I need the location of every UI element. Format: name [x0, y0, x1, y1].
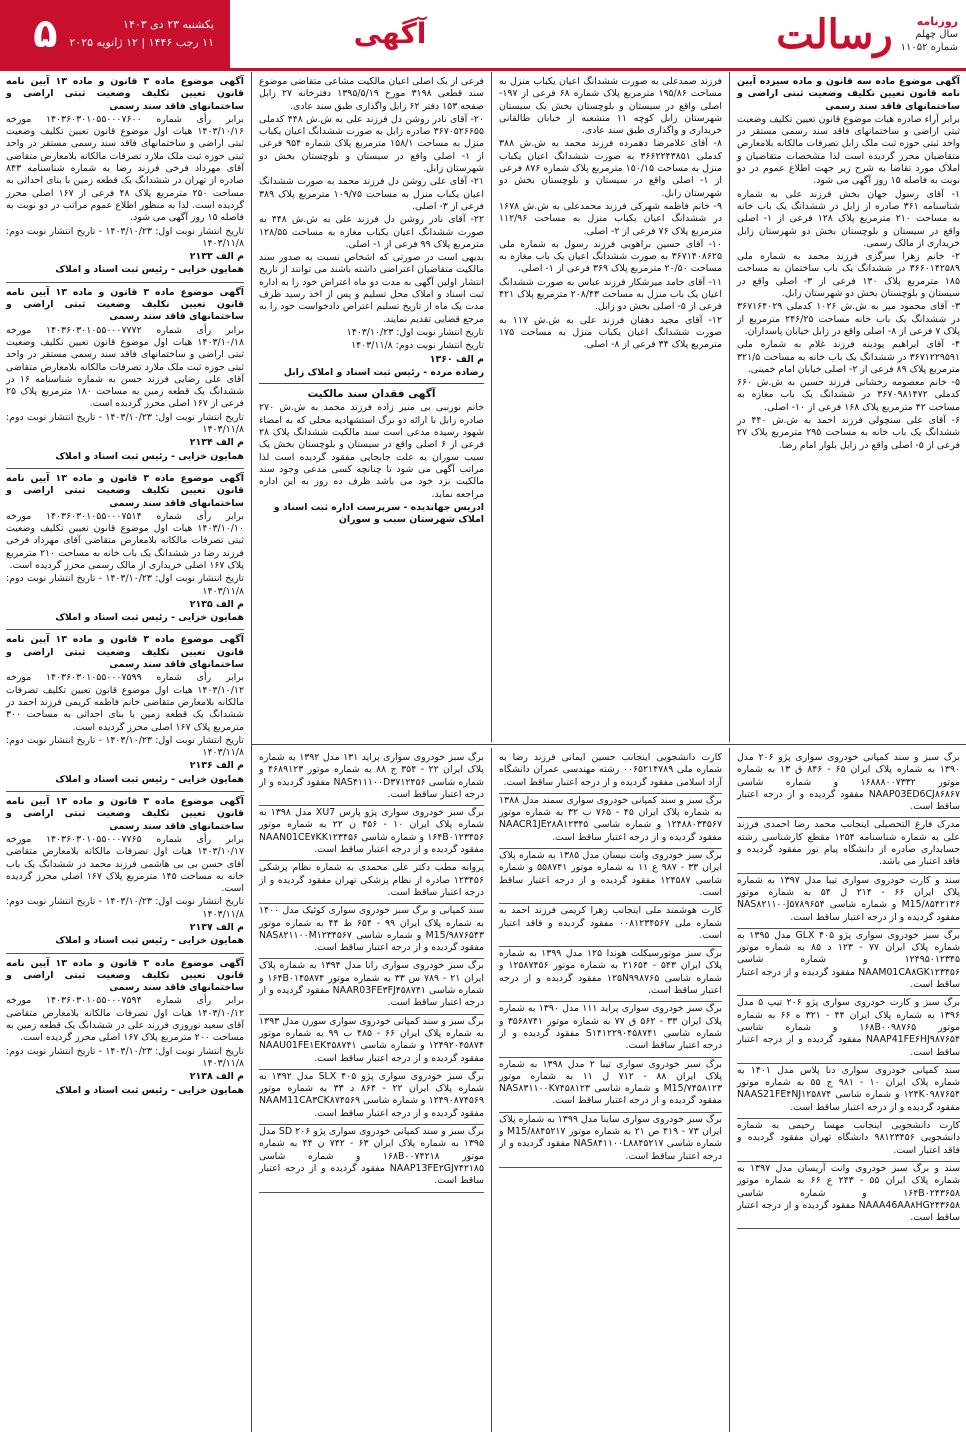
signature: رضاده مرده - رئیس ثبت اسناد و املاک زابل	[283, 366, 484, 378]
notice-item: فرزند صمدعلی به صورت ششدانگ اعیان یکباب منزل به مساحت ۱۹۵/۸۶ مترمربع پلاک شماره ۶۸ فرعی از ۱۹۷- اصلی واقع در سیستان و بلوچستان بخش یک سیستان شهرستان زابل کوچه ۱۱ منشعبه از خیابان طالقانی خریداری و واگذاری طبق سند عادی.	[499, 76, 723, 137]
column-divider	[491, 748, 492, 1432]
ad-code: م الف ۲۱۳۳	[189, 251, 244, 263]
notice-item: ۲- خانم زهرا سرگزی فرزند محمد به شماره ملی ۳۶۶۰۱۴۲۵۸۹ در ششدانگ یک باب ساختمان به مساحت ۱۸۵ مترمربع پلاک ۱۳۰ فرعی از ۳- اصلی واقع در سیستان و بلوچستان بخش دو شهرستان زابل.	[737, 251, 960, 300]
classified-ad: برگ سبز خودروی سواری پژو ۴۰۵ SLX مدل ۱۳۹۲ به شماره پلاک ایران ۲۲ - ۸۶۴ د ۳۳ به شماره موتور ۱۲۴۹۰۸۷۴۵۶۹ و شماره شاسی NAAM11CA۳CK۸۷۴۵۶۹ مفقود گردیده و از درجه اعتبار ساقط است.	[259, 1071, 484, 1125]
notice-block	[6, 958, 244, 1097]
notice-item: ۲۲- آقای نادر روشن دل فرزند علی به ش.ش ۴۴۸ به صورت ششدانگ اعیان یکباب مغازه به مساحت ۱۲۸/۵۵ مترمربع پلاک ۹۹ فرعی از ۱- اصلی.	[259, 214, 484, 250]
ad-code: م الف ۲۱۳۶	[189, 760, 244, 772]
notice-dates: تاریخ انتشار نوبت اول: ۱۴۰۳/۱۰/۲۳ - تاریخ انتشار نوبت دوم: ۱۴۰۳/۱۱/۸	[6, 573, 244, 597]
section-divider	[252, 744, 966, 745]
classified-ad: سند و برگ سبز خودروی وانت آریسان مدل ۱۳۹۷ به شماره پلاک ایران ۵۵ - ۲۴۳ ع ۶۶ به شماره موتور ۱۶۴B۰۲۴۳۶۵۸ و شماره شاسی NAAA46AA۸HG۲۴۳۶۵۸ مفقود گردیده و از درجه اعتبار ساقط است.	[737, 1163, 960, 1229]
notice-item: ۳- آقای محمود میر به ش.ش ۱۰۲۶ کدملی ۳۶۷۱۶۴۰۲۹ در ششدانگ یک باب خانه مساحت ۲۴۶/۲۵ مترمربع از پلاک ۷ فرعی از ۸- اصلی واقع در زابل خیابان پاسداران.	[737, 301, 960, 337]
classified-ad: برگ سبز خودروی سواری رانا مدل ۱۳۹۴ به شماره پلاک ایران ۲۱ - ۷۸۹ س ۳۳ به شماره موتور ۱۶۴B۰۱۴۵۸۷۴ و شماره شاسی NAAR03FE۳FJ۴۵۸۷۴۱ مفقود گردیده و از درجه اعتبار ساقط است.	[259, 960, 484, 1014]
notice-dates: تاریخ انتشار نوبت اول: ۱۴۰۳/۱۰/۲۳ - تاریخ انتشار نوبت دوم: ۱۴۰۳/۱۱/۸	[6, 734, 244, 759]
classified-ad: سند کمپانی و برگ سبز خودروی سواری کوئیک مدل ۱۴۰۰ به شماره پلاک ایران ۹۹ - ۶۵۴ ط ۴۴ به شماره موتور M15/۹۸۷۶۵۴۳ و شماره شاسی NAS۸۲۱۱۰۰M۱۲۳۴۵۶۷ مفقود گردیده و از درجه اعتبار ساقط است.	[259, 905, 484, 959]
signature: همایون خزایی - رئیس ثبت اسناد و املاک	[55, 450, 244, 462]
lost-deed-signature: ادریس جهانديده - سرپرست اداره ثبت اسناد و املاک شهرستان سیب و سوران	[273, 501, 484, 526]
ad-code: م الف ۲۱۳۴	[189, 437, 244, 449]
ad-code: م الف ۲۱۳۷	[189, 922, 244, 933]
classified-ad: برگ سبز خودروی سواری پراید ۱۱۱ مدل ۱۳۹۰ به شماره پلاک ایران ۳۳ - ۵۶۲ ق ۷۷ به شماره موتور ۳۵۶۸۷۴۱ و شماره شاسی S۱۴۱۲۲۹۰۴۵۸۷۴۱ مفقود گردیده و از درجه اعتبار ساقط است.	[499, 1003, 722, 1057]
notice-item: فرعی از یک اصلی اعیان مالکیت مشاعی متقاضی موضوع سند قطعی ۳۱۹۸ مورخ ۱۳۹۵/۵/۱۹ دفترخانه ۲۷ زابل صفحه ۱۵۳ دفتر ۶۲ زابل واگذاری طبق سند عادی.	[259, 76, 485, 112]
classified-ad: برگ سبز و سند کمپانی خودروی سواری سورن مدل ۱۳۹۳ به شماره پلاک ایران ۶۶ - ۴۸۵ ب ۹۹ به شماره موتور ۱۲۴۹۲۰۴۵۸۷۴ و شماره شاسی NAAU01FE۱EK۴۵۸۷۴۱ مفقود گردیده و از درجه اعتبار ساقط است.	[259, 1016, 484, 1070]
notice-block	[6, 473, 244, 631]
notice-item: ۸- آقای غلامرضا دهمرده فرزند محمد به ش.ش ۳۸۸ کدملی ۳۶۶۲۲۴۳۸۵۱ به صورت ششدانگ اعیان یکباب منزل به مساحت ۱۵۰/۱۵ مترمربع پلاک شماره ۸۷۶ فرعی از ۱- اصلی واقع در سیستان و بلوچستان بخش دو شهرستان زابل.	[499, 138, 723, 199]
notice-title: آگهی موضوع ماده ۳ قانون و ماده ۱۳ آیین نامه قانون تعیین تکلیف وضعیت ثبتی اراضی و ساختمانهای فاقد سند رسمی	[6, 76, 245, 112]
classified-ad: برگ سبز خودروی سواری پراید ۱۳۱ مدل ۱۳۹۲ به شماره پلاک ایران ۲۲ - ۳۵۴ ج ۸۸ به شماره موتور ۴۶۸۹۱۲۳ و شماره شاسی NAS۴۱۱۱۰۰D۳۷۱۲۴۵۶ مفقود گردیده و از درجه اعتبار ساقط است.	[259, 752, 484, 806]
column-divider	[729, 748, 730, 1432]
page-header	[0, 0, 966, 71]
classified-ad: کارت هوشمند ملی اینجانب زهرا کریمی فرزند احمد به شماره ملی ۰۰۸۱۲۳۴۵۶۷ مفقود گردیده و فاقد اعتبار است.	[499, 905, 722, 947]
notice-item: ۱۰- آقای حسین براهویی فرزند رسول به شماره ملی ۳۶۷۱۴۰۸۶۲۵ به صورت ششدانگ اعیان یک باب مغازه به مساحت ۲۰/۵۰ مترمربع پلاک ۳۶۹ فرعی از ۱- اصلی.	[499, 238, 722, 275]
classified-ad: برگ سبز و سند کمپانی خودروی سواری پژو ۲۰۶ SD مدل ۱۳۹۵ به شماره پلاک ایران ۶۳ - ۷۴۲ ن ۴۴ به شماره موتور ۱۶۸B۰۰۷۴۲۱۸ و شماره شاسی NAAP13FE۲GJ۷۴۲۱۸۵ مفقود گردیده و از درجه اعتبار ساقط است.	[259, 1126, 484, 1192]
classified-ad: برگ سبز و کارت خودروی سواری پژو ۲۰۶ تیپ ۵ مدل ۱۳۹۶ به شماره پلاک ایران ۴۴ - ۳۲۱ ه ۶۶ به شماره موتور ۱۶۸B۰۰۹۸۷۶۵ و شماره شاسی NAAP41FE۶HJ۹۸۷۶۵۴ مفقود گردیده و از درجه اعتبار ساقط است.	[737, 997, 960, 1063]
classifieds-column-2	[493, 748, 728, 1432]
column-left-top	[253, 72, 490, 742]
newspaper-logo: رسالت	[776, 10, 893, 58]
classified-ad: کارت دانشجویی اینجانب حسین ایمانی فرزند رضا به شماره ملی ۰۰۶۵۲۱۴۷۸۹ رشته مهندسی عمران دانشگاه آزاد اسلامی مفقود گردیده و از درجه اعتبار ساقط است.	[499, 752, 722, 794]
signature: همایون خزایی - رئیس ثبت اسناد و املاک	[55, 264, 244, 276]
dates	[69, 16, 214, 52]
lost-deed-box	[259, 383, 484, 526]
ad-code: م الف ۱۳۶۰	[429, 353, 484, 365]
notice-dates: تاریخ انتشار نوبت اول: ۱۴۰۳/۱۰/۲۳ - تاریخ انتشار نوبت دوم: ۱۴۰۳/۱۱/۸	[6, 896, 244, 920]
lost-deed-text: خانم نورنبی بی منیر زاده فرزند محمد به ش.ش ۲۷۰ صادره زابل با ارائه دو برگ استشهادیه محلی که به امضاء شهود رسیده مدعی است سند مالکیت ششدانگ پلاک ۲۸ فرعی از ۶ اصلی واقع در سیستان و بلوچستان بخش یک سیب سوران به علت جابجایی مفقود گردیده است لذا مراتب آگهی می شود تا چنانچه کسی مدعی وجود سند مالکیت نزد خود می باشد ظرف ده روز به این اداره مراجعه نماید.	[259, 402, 484, 500]
notice-item: ۱- آقای رسول جهان بخش فرزند علی به شماره شناسنامه ۳۶۱ صادره از زابل در ششدانگ یک باب خانه به مساحت ۲۱۰ مترمربع پلاک ۱۲۸ فرعی از ۱- اصلی واقع در سیستان و بلوچستان بخش دو شهرستان زابل خریداری از مالک رسمی.	[737, 188, 961, 249]
classified-ad: برگ سبز و سند کمپانی خودروی سواری پژو ۲۰۶ مدل ۱۳۹۰ به شماره پلاک ایران ۶۵ - ۸۴۶ ق ۱۳ به شماره موتور ۱۶۸۸۸۰۰۷۳۳۲ و شماره شاسی NAAP03ED6CJ۸۶۸۶۷ مفقود گردیده و از درجه اعتبار ساقط است.	[737, 752, 960, 818]
notice-dates: تاریخ انتشار نوبت اول: ۱۴۰۳/۱۰/۲۳ - تاریخ انتشار نوبت دوم: ۱۴۰۳/۱۱/۸	[6, 411, 244, 436]
volume-line: سال چهلم	[915, 28, 958, 40]
page-number: ۵	[33, 11, 58, 57]
notice-block	[6, 287, 244, 469]
date-lunar-gregorian: ۱۱ رجب ۱۴۴۶ | ۱۲ ژانویه ۲۰۲۵	[69, 36, 214, 49]
notice-block	[6, 796, 244, 954]
classified-ad: برگ سبز خودروی سواری ساینا مدل ۱۳۹۹ به شماره پلاک ایران ۷۳ - ۴۱۹ ص ۲۱ به شماره موتور M15/۸۸۴۵۲۱۷ و شماره شاسی NAS۸۴۱۱۰۰L۸۸۴۵۲۱۷ مفقود گردیده و از درجه اعتبار ساقط است.	[499, 1114, 722, 1168]
masthead-meta	[901, 15, 958, 54]
signature: همایون خزایی - رئیس ثبت اسناد و املاک	[55, 773, 244, 785]
signature: همایون خزایی - رئیس ثبت اسناد و املاک	[55, 935, 244, 947]
ad-code: م الف ۲۱۳۸	[189, 1071, 244, 1083]
classified-ad: برگ سبز خودروی سواری پژو ۴۰۵ GLX مدل ۱۳۹۵ به شماره پلاک ایران ۷۷ - ۱۲۳ د ۸۵ به شماره موتور ۱۲۴۹۵۰۱۲۳۴۵ و شماره شاسی NAAM01CA۸GK۱۲۳۴۵۶ مفقود گردیده و از درجه اعتبار ساقط است.	[737, 930, 960, 996]
publish-date-2: تاریخ انتشار نوبت دوم: ۱۴۰۳/۱۱/۸	[351, 340, 484, 352]
notice-title: آگهی موضوع ماده ۳ قانون و ماده ۱۳ آیین نامه قانون تعیین تکلیف وضعیت ثبتی اراضی و ساختمانهای فاقد سند رسمی	[6, 472, 245, 509]
notice-dates: تاریخ انتشار نوبت اول: ۱۴۰۳/۱۰/۲۳ - تاریخ انتشار نوبت دوم: ۱۴۰۳/۱۱/۸	[6, 1045, 244, 1069]
notice-text: برابر رأی شماره ۱۴۰۳۶۰۳۰۱۰۵۵۰۰۰۷۶۰۰ مورخه ۱۴۰۳/۱۰/۱۶ هیات اول موضوع قانون تعیین تکلیف وضعیت ثبتی اراضی و ساختمانهای فاقد سند رسمی مستقر در واحد ثبتی حوزه ثبت ملک ملارد تصرفات مالکانه بلامعارض متقاضی آقای مهرداد فرخی فرزند رضا به شماره شناسنامه ۸۴۳ صادره از تهران در ششدانگ یک قطعه زمین با بنای احداثی به مساحت ۲۵۰ مترمربع پلاک ۴۸ فرعی از ۱۶۷ اصلی محرز گردیده است. لذا به منظور اطلاع عموم مراتب در دو نوبت به فاصله ۱۵ روز آگهی می شود.	[6, 113, 244, 224]
classified-ad: برگ سبز خودروی وانت نیسان مدل ۱۳۸۵ به شماره پلاک ایران ۳۳ - ۹۸۷ ع ۱۱ به شماره موتور ۵۵۸۷۴۱ و شماره شاسی ۱۲۴۵۸۷ مفقود گردیده و از درجه اعتبار ساقط است.	[499, 850, 722, 904]
classified-ad: سند کمپانی خودروی سواری دنا پلاس مدل ۱۴۰۱ به شماره پلاک ایران ۱۰ - ۹۸۱ ج ۵۵ به شماره موتور ۱۲۴K۰۹۸۷۶۵۴ و شماره شاسی NAAS21FE۴NJ۱۲۵۸۷۴ مفقود گردیده و از درجه اعتبار ساقط است.	[737, 1065, 960, 1119]
notice-title: آگهی موضوع ماده ۳ قانون و ماده ۱۳ آیین نامه قانون تعیین تکلیف وضعیت ثبتی اراضی و ساختمانهای فاقد سند رسمی	[6, 796, 245, 832]
notice-title: آگهی موضوع ماده سه قانون و ماده سیزده آیین نامه قانون تعیین تکلیف وضعیت ثبتی اراضی و ساختمانهای فاقد سند رسمی	[737, 76, 960, 112]
column-divider	[729, 72, 730, 742]
date-block	[0, 0, 230, 68]
masthead	[606, 0, 966, 68]
notice-title: آگهی موضوع ماده ۳ قانون و ماده ۱۳ آیین نامه قانون تعیین تکلیف وضعیت ثبتی اراضی و ساختمانهای فاقد سند رسمی	[6, 957, 245, 994]
ad-code: م الف ۲۱۳۵	[189, 598, 244, 610]
column-divider	[491, 72, 492, 742]
notice-text: برابر رأی شماره ۱۴۰۳۶۰۳۰۱۰۵۵۰۰۰۷۵۹۴ مورخه ۱۴۰۳/۱۰/۱۲ هیات اول تصرفات مالکانه بلامعارض متقاضی آقای سعید نوروزی فرزند علی در ششدانگ یک قطعه زمین به مساحت ۲۰۰ مترمربع پلاک ۱۶۷ اصلی محرز گردیده است.	[6, 995, 244, 1044]
notice-text: برابر رأی شماره ۱۴۰۳۶۰۳۰۱۰۵۵۰۰۰۷۵۹۹ مورخه ۱۴۰۳/۱۰/۱۲ هیات اول موضوع قانون تعیین تکلیف تصرفات مالکانه بلامعارض متقاضی خانم فاطمه کریمی فرزند احمد در ششدانگ یک قطعه زمین با بنای احداثی به مساحت ۳۰۰ مترمربع پلاک ۱۶۷ اصلی محرز گردیده است.	[6, 672, 244, 733]
column-divider	[251, 72, 252, 1432]
notice-intro: برابر آراء صادره هیات موضوع قانون تعیین تکلیف وضعیت ثبتی اراضی و ساختمانهای فاقد سند رسمی مستقر در واحد ثبتی حوزه ثبت ملک زابل تصرفات مالکانه بلامعارض متقاضیان محرز گردیده است لذا مشخصات متقاضیان و املاک مورد تقاضا به شرح زیر جهت اطلاع عموم در دو نوبت به فاصله ۱۵ روز آگهی می شود.	[737, 113, 960, 187]
signature: همایون خزایی - رئیس ثبت اسناد و املاک	[55, 612, 244, 624]
notice-text: برابر رأی شماره ۱۴۰۳۶۰۳۰۱۰۵۵۰۰۰۷۷۷۲ مورخه ۱۴۰۳/۱۰/۱۸ هیات اول موضوع قانون تعیین تکلیف وضعیت ثبتی اراضی و ساختمانهای فاقد سند رسمی مستقر در واحد ثبتی حوزه ثبت ملک ملارد تصرفات مالکانه بلامعارض متقاضی آقای علی رضایی فرزند حسن به شماره شناسنامه ۱۶ در ششدانگ یک قطعه زمین به مساحت ۱۸۰ مترمربع پلاک ۲۵ فرعی از ۱۶۷ اصلی محرز گردیده است.	[6, 324, 244, 410]
classified-ad: برگ سبز خودروی سواری پژو پارس XU7 مدل ۱۳۹۸ به شماره پلاک ایران ۱۰ - ۴۵۶ ن ۲۲ به شماره موتور ۱۶۴B۰۱۲۳۴۵۶ و شماره شاسی NAAN01CE۷KK۱۲۳۴۵۶ مفقود گردیده و از درجه اعتبار ساقط است.	[259, 807, 484, 861]
notice-dates: تاریخ انتشار نوبت اول: ۱۴۰۳/۱۰/۲۳ - تاریخ انتشار نوبت دوم: ۱۴۰۳/۱۱/۸	[6, 225, 244, 249]
column-right-top	[731, 72, 966, 742]
notice-item: ۱۲- آقای مجید دهقان فرزند علی به ش.ش ۱۱۷ به صورت ششدانگ اعیان یکباب منزل به مساحت ۱۷۵ مترمربع پلاک ۳۴ فرعی از ۸- اصلی.	[499, 314, 722, 351]
classified-ad: سند و کارت خودروی سواری تیبا مدل ۱۳۹۷ به شماره پلاک ایران ۶۶ - ۲۱۴ ل ۵۴ به شماره موتور M15/۸۵۴۲۱۳۶ و شماره شاسی NAS۸۲۱۱۰۰J۵۷۸۹۶۵۴ مفقود گردیده و از درجه اعتبار ساقط است.	[737, 875, 960, 929]
notice-text: برابر رأی شماره ۱۴۰۳۶۰۳۰۱۰۵۵۰۰۰۷۵۱۴ مورخه ۱۴۰۳/۱۰/۱۰ هیات اول موضوع قانون تعیین تکلیف وضعیت ثبتی تصرفات مالکانه بلامعارض متقاضی آقای مهرداد فرخی فرزند رضا در ششدانگ یک باب خانه به مساحت ۲۱۰ مترمربع پلاک ۱۶۷ اصلی خریداری از مالک رسمی محرز گردیده است.	[6, 510, 245, 571]
notice-item: ۲۰- آقای نادر روشن دل فرزند علی به ش.ش ۴۴۸ کدملی ۳۶۷۰۵۲۶۶۵۵ صادره زابل به صورت ششدانگ اعیان یکباب منزل به مساحت ۱۵۸/۱ مترمربع پلاک شماره ۹۵۴ فرعی از ۱- اصلی واقع در سیستان و بلوچستان بخش دو شهرستان زابل.	[259, 113, 485, 175]
notice-item: ۲۱- آقای علی روشن دل فرزند محمد به صورت ششدانگ اعیان یکباب منزل به مساحت ۱۰۹/۷۵ مترمربع پلاک ۳۸۹ فرعی از ۳- اصلی.	[259, 176, 484, 212]
notice-text: برابر رأی شماره ۱۴۰۳۶۰۳۰۱۰۵۵۰۰۰۷۷۶۵ مورخه ۱۴۰۳/۱۰/۱۷ هیات اول تصرفات مالکانه بلامعارض متقاضی آقای حسن بی بی هاشمی فرزند محمد در ششدانگ یک باب خانه به مساحت ۱۴۵ مترمربع پلاک ۱۶۷ اصلی محرز گردیده است.	[6, 833, 245, 895]
section-title: آگهی	[353, 16, 427, 50]
lost-deed-title: آگهی فقدان سند مالکیت	[307, 388, 436, 401]
notice-title: آگهی موضوع ماده ۳ قانون و ماده ۱۳ آیین نامه قانون تعیین تکلیف وضعیت ثبتی اراضی و ساختمانهای فاقد سند رسمی	[6, 634, 245, 671]
notice-item: ۵- خانم معصومه رخشانی فرزند حسین به ش.ش ۶۶۰ کدملی ۳۶۷۰۹۸۱۴۷۲ در ششدانگ یک باب مغازه به مساحت ۴۲ مترمربع پلاک ۱۶۸ فرعی از ۱۰- اصلی.	[737, 377, 960, 413]
notice-block	[6, 634, 244, 792]
issue-line: شماره ۱۱۰۵۲	[900, 41, 958, 53]
classified-ad: کارت دانشجویی اینجانب مهسا رحیمی به شماره دانشجویی ۹۸۱۲۳۴۵۶ دانشگاه تهران مفقود گردیده و فاقد اعتبار است.	[737, 1120, 960, 1162]
notice-item: ۹- خانم فاطمه شهرکی فرزند محمدعلی به ش.ش ۱۶۷۸ در ششدانگ اعیان یکباب منزل به مساحت ۱۱۲/۹۶ مترمربع پلاک ۷۶ فرعی از ۲- اصلی.	[499, 200, 722, 237]
notice-footer: بدیهی است در صورتی که اشخاص نسبت به صدور سند مالکیت متقاضیان اعتراضی داشته باشند می توانند از تاریخ انتشار اولین آگهی به مدت دو ماه اعتراض خود را به اداره ثبت اسناد و املاک محل تسلیم و پس از اخذ رسید ظرف مدت یک ماه از تاریخ تسلیم اعتراض دادخواست خود را به مرجع قضایی تقدیم نمایند.	[259, 252, 484, 325]
column-far-left	[0, 72, 250, 1432]
classifieds-column-1	[731, 748, 966, 1432]
notice-item: ۱۱- آقای حامد میرشکار فرزند عباس به صورت ششدانگ اعیان یک باب منزل به مساحت ۲۰۸/۴۳ مترمربع پلاک ۴۲۱ فرعی از ۵- اصلی بخش دو زابل.	[499, 276, 722, 313]
classified-ad: برگ سبز و سند کمپانی خودروی سواری سمند مدل ۱۳۸۸ به شماره پلاک ایران ۴۵ - ۷۶۵ ب ۳۲ به شماره موتور ۱۲۴۸۸۰۳۴۵۶۷ و شماره شاسی NAACR1JE۲۸A۱۲۳۴۵ مفقود گردیده و از درجه اعتبار ساقط است.	[499, 795, 722, 849]
classified-ad: مدرک فارغ التحصیلی اینجانب محمد رضا احمدی فرزند علی به شماره شناسنامه ۱۲۵۴ مقطع کارشناسی رشته حسابداری صادره از دانشگاه پیام نور مفقود گردیده و فاقد اعتبار می باشد.	[737, 819, 960, 873]
notice-title: آگهی موضوع ماده ۳ قانون و ماده ۱۳ آیین نامه قانون تعیین تکلیف وضعیت ثبتی اراضی و ساختمانهای فاقد سند رسمی	[6, 286, 245, 323]
notice-block	[6, 76, 244, 283]
column-middle-top	[493, 72, 728, 742]
classified-ad: برگ سبز خودروی سواری تیبا ۲ مدل ۱۳۹۸ به شماره پلاک ایران ۸۸ - ۷۱۲ ل ۱۱ به شماره موتور M15/۷۴۵۸۱۲۳ و شماره شاسی NAS۸۳۱۱۰۰K۷۴۵۸۱۲۳ مفقود گردیده و از درجه اعتبار ساقط است.	[499, 1059, 722, 1113]
classifieds-column-3	[253, 748, 490, 1432]
brand-line: روزنامه	[916, 14, 958, 28]
notice-item: ۴- آقای ابراهیم پودینه فرزند غلام به شماره ملی ۳۶۷۱۲۲۹۵۹۱ در ششدانگ یک باب خانه به مساحت ۳۲۱/۵ مترمربع پلاک ۸۹ فرعی از ۲- اصلی خیابان امام خمینی.	[737, 339, 960, 375]
classified-ad: پروانه مطب دکتر علی محمدی به شماره نظام پزشکی ۱۲۳۴۵۶ صادره از نظام پزشکی تهران مفقود گردیده و از درجه اعتبار ساقط است.	[259, 862, 484, 904]
classified-ad: برگ سبز موتورسیکلت هوندا ۱۲۵ مدل ۱۳۹۹ به شماره پلاک ایران ۵۴۳ - ۲۱۶۵۴ به شماره موتور ۱۲۵۸۷۴۵۶ و شماره شاسی ۱۲۵N۹۹۸۷۶۵ مفقود گردیده و از درجه اعتبار ساقط است.	[499, 948, 722, 1002]
signature: همایون خزایی - رئیس ثبت اسناد و املاک	[55, 1084, 244, 1096]
notice-item: ۶- آقای علی سنچولی فرزند احمد به ش.ش ۴۴۰ در ششدانگ یک باب خانه به مساحت ۲۹۵ مترمربع پلاک ۲۷ فرعی از ۵- اصلی واقع در زابل بلوار امام رضا.	[737, 415, 960, 451]
date-persian: یکشنبه ۲۳ دی ۱۴۰۳	[123, 18, 214, 31]
publish-date-1: تاریخ انتشار نوبت اول: ۱۴۰۳/۱۰/۲۳	[346, 326, 484, 338]
